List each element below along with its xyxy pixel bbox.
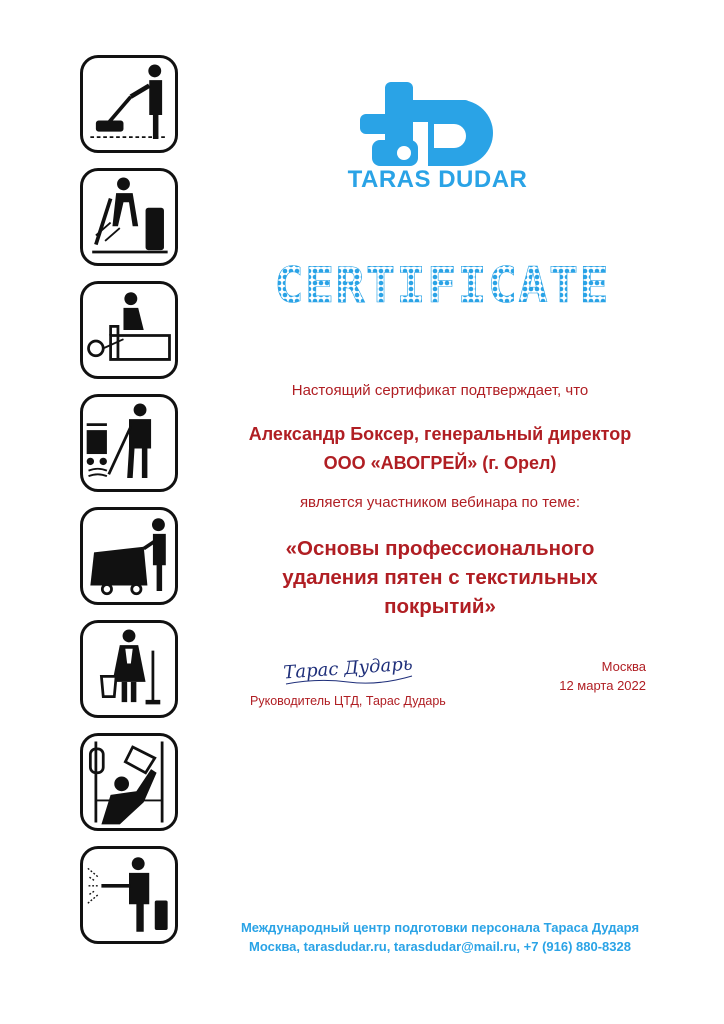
pressure-washer-icon	[80, 846, 178, 944]
webinar-topic	[215, 534, 665, 621]
participation-text: является участником вебинара по теме:	[299, 494, 581, 511]
taras-dudar-logo	[330, 78, 545, 198]
recipient-block	[215, 420, 665, 478]
maid-bucket-icon	[80, 620, 178, 718]
floor-scrubber-icon	[80, 507, 178, 605]
topic-line-2: удаления пятен с текстильных	[282, 566, 598, 589]
upholstery-cleaning-icon	[80, 281, 178, 379]
window-cleaning-icon	[80, 733, 178, 831]
footer-contacts	[200, 918, 680, 956]
carpet-extractor-icon	[80, 168, 178, 266]
certificate-title-text: CERTIFICATE	[274, 262, 610, 310]
topic-line-3: покрытий»	[384, 595, 496, 618]
certificate-date: 12 марта 2022	[559, 678, 646, 693]
signature-handwriting: Тарас Дударь	[282, 653, 414, 684]
floor-polisher-icon	[80, 55, 178, 153]
mopping-cart-icon	[80, 394, 178, 492]
footer-org: Международный центр подготовки персонала Тараса Дударя	[240, 920, 640, 935]
topic-line-1: «Основы профессионального	[285, 537, 595, 560]
signature-image	[278, 648, 418, 690]
signer-caption: Руководитель ЦТД, Тарас Дударь	[250, 694, 446, 708]
place-city: Москва	[601, 659, 646, 674]
footer-contact-line: Москва, tarasdudar.ru, tarasdudar@mail.ru, +7 (916) 880-8328	[249, 939, 631, 954]
place-date	[559, 657, 646, 695]
icon-sidebar	[80, 55, 180, 959]
intro-text: Настоящий сертификат подтверждает, что	[291, 382, 589, 399]
recipient-company: ООО «АВОГРЕЙ» (г. Орел)	[323, 453, 557, 473]
logo-wordmark: TARAS DUDAR	[347, 166, 528, 193]
certificate-title	[252, 262, 632, 310]
recipient-name: Александр Боксер, генеральный директор	[248, 424, 632, 444]
